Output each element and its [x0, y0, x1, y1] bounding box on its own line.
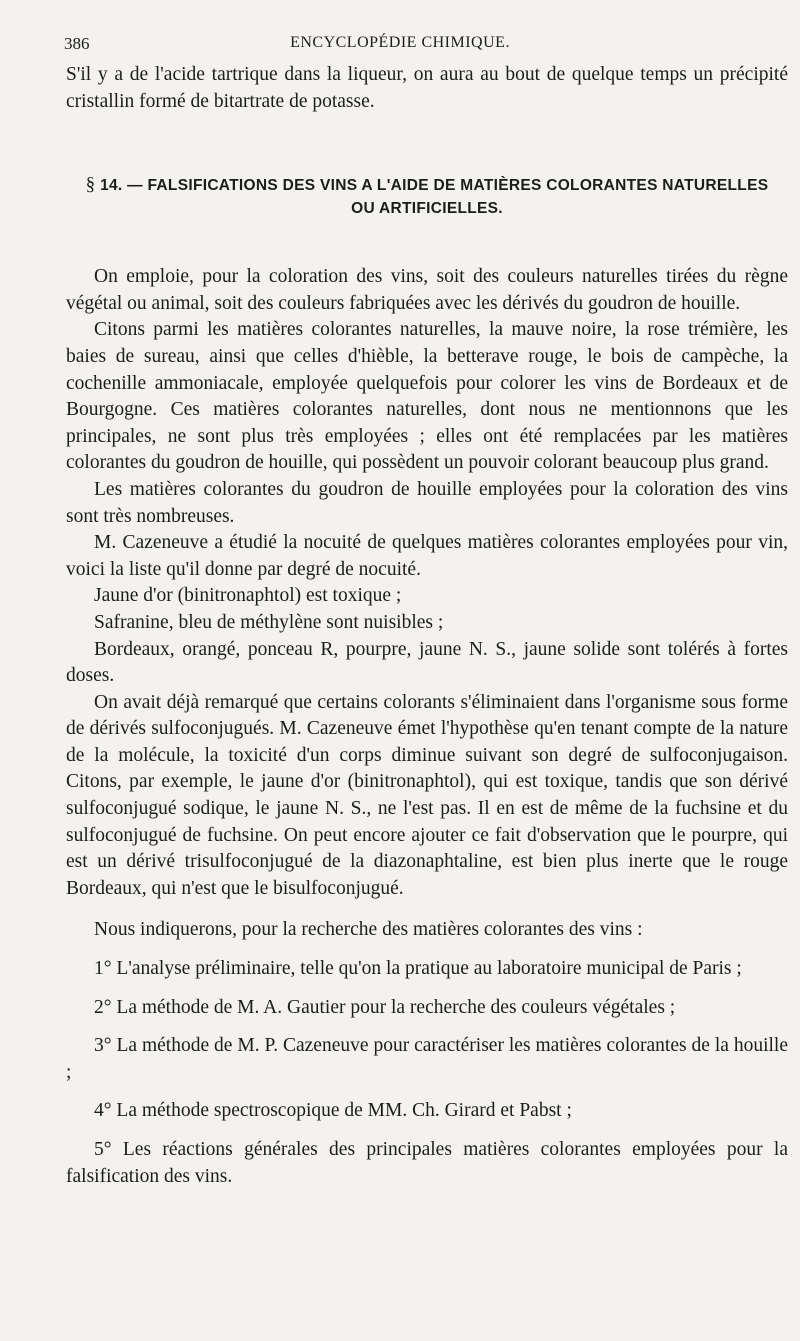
section-title: 14. — FALSIFICATIONS DES VINS A L'AIDE DE MATIÈRES COLORANTES NATURELLES [100, 177, 769, 195]
paragraph: Les matières colorantes du goudron de houille employées pour la coloration des vins sont très nombreuses. [66, 478, 788, 527]
running-title: ENCYCLOPÉDIE CHIMIQUE. [290, 34, 510, 51]
paragraph: Safranine, bleu de méthylène sont nuisibles ; [94, 611, 444, 633]
paragraph: Bordeaux, orangé, ponceau R, pourpre, jaune N. S., jaune solide sont tolérés à fortes doses. [66, 638, 788, 687]
list-intro: Nous indiquerons, pour la recherche des matières colorantes des vins : [94, 919, 643, 941]
list-item: 1° L'analyse préliminaire, telle qu'on la pratique au laboratoire municipal de Paris ; [94, 958, 742, 980]
paragraph: On emploie, pour la coloration des vins, soit des couleurs naturelles tirées du règne végétal ou animal, soit des couleurs fabriquées avec les dérivés du goudron de houille. [66, 266, 788, 314]
page-body [66, 62, 788, 1190]
list-item: 3° La méthode de M. P. Cazeneuve pour caractériser les matières colorantes de la houille ; [66, 1035, 788, 1083]
list-item: 4° La méthode spectroscopique de MM. Ch. Girard et Pabst ; [94, 1100, 572, 1122]
paragraph: M. Cazeneuve a étudié la nocuité de quelques matières colorantes employées pour vin, voici la liste qu'il donne par degré de nocuité. [66, 532, 788, 580]
list-item: 5° Les réactions générales des principales matières colorantes employées pour la falsification des vins. [66, 1139, 788, 1187]
intro-paragraph: S'il y a de l'acide tartrique dans la liqueur, on aura au bout de quelque temps un précipité cristallin formé de bitartrate de potasse. [66, 64, 788, 112]
section-heading [66, 173, 788, 220]
section-symbol: § [85, 174, 96, 196]
list-item: 2° La méthode de M. A. Gautier pour la recherche des couleurs végétales ; [94, 996, 676, 1018]
page-number: 386 [64, 34, 90, 53]
section-heading-line-1 [66, 173, 788, 197]
paragraph: Jaune d'or (binitronaphtol) est toxique ; [94, 585, 402, 607]
section-heading-line-2: OU ARTIFICIELLES. [351, 200, 503, 218]
paragraph: Citons parmi les matières colorantes naturelles, la mauve noire, la rose trémière, les baies de sureau, ainsi que celles d'hièble, la betterave rouge, le bois de campèche, la cochenille ammoniacale, employée quelquefois pour colorer les vins de Bordeaux et de Bourgogne. Ces matières colorantes naturelles, dont nous ne mentionnons que les principales, ne sont plus très employées ; elles ont été remplacées par les matières colorantes du goudron de houille, qui possèdent un pouvoir colorant beaucoup plus grand. [66, 319, 788, 474]
paragraph: On avait déjà remarqué que certains colorants s'éliminaient dans l'organisme sous forme de dérivés sulfoconjugués. M. Cazeneuve émet l'hypothèse qu'en tenant compte de la nature de la molécule, la toxicité d'un corps diminue suivant son degré de sulfoconjugaison. Citons, par exemple, le jaune d'or (binitronaphtol), qui est toxique, tandis que son dérivé sulfoconjugué sodique, le jaune N. S., ne l'est pas. Il en est de même de la fuchsine et du sulfoconjugué de fuchsine. On peut encore ajouter ce fait d'observation que le pourpre, qui est un dérivé trisulfoconjugué de la diazonaphtaline, est bien plus inerte que le rouge Bordeaux, qui n'est que le bisulfoconjugué. [66, 691, 788, 899]
